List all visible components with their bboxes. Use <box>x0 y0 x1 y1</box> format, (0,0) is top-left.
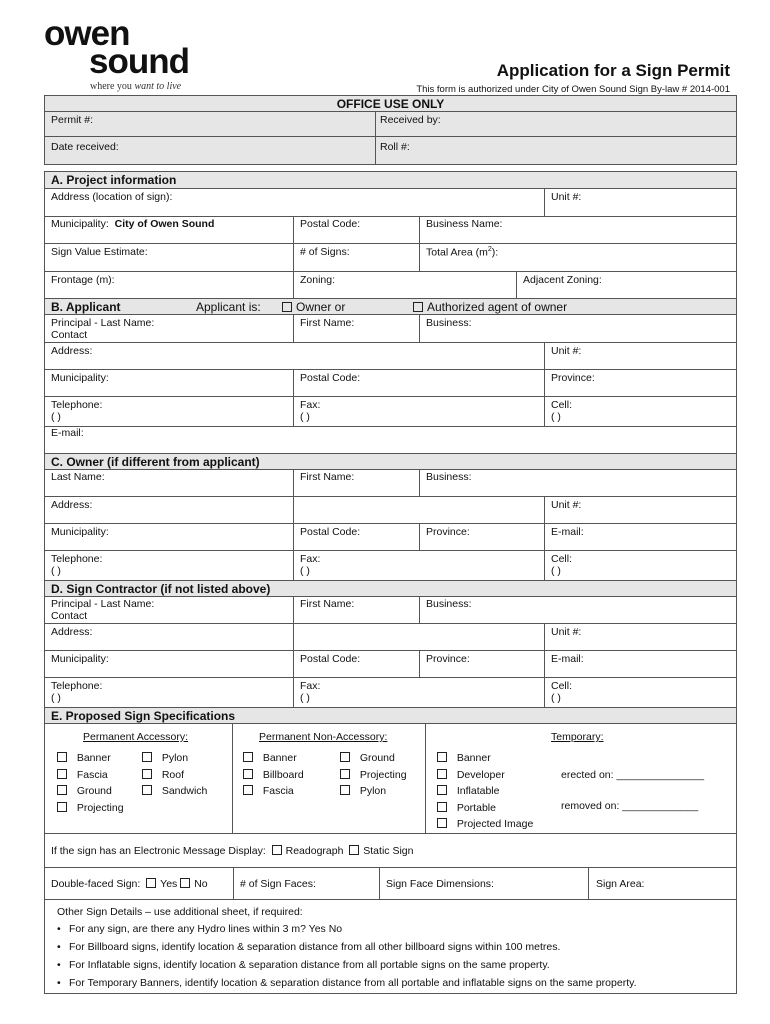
acc-ground-checkbox[interactable] <box>57 785 124 802</box>
applicant-municipality-field[interactable]: Municipality: <box>51 372 109 384</box>
tagline-a: where you <box>90 81 132 92</box>
owner-first-name-field[interactable]: First Name: <box>300 471 355 483</box>
contractor-province-field[interactable]: Province: <box>426 653 470 665</box>
temp-banner-checkbox[interactable] <box>437 752 533 769</box>
owner-province-field[interactable]: Province: <box>426 526 470 538</box>
agent-checkbox[interactable] <box>413 300 567 314</box>
cell-paren: ( ) <box>551 411 561 423</box>
logo-sound: sound <box>89 42 189 81</box>
zoning-field[interactable]: Zoning: <box>300 274 336 286</box>
total-area-field[interactable] <box>426 246 498 259</box>
acc-sandwich-checkbox[interactable] <box>142 785 207 802</box>
owner-business-field[interactable]: Business: <box>426 471 472 483</box>
contractor-unit-field[interactable]: Unit #: <box>551 626 582 638</box>
acc-projecting-label: Projecting <box>76 801 124 814</box>
owner-municipality-field[interactable]: Municipality: <box>51 526 109 538</box>
fax-label: Fax: <box>300 553 321 565</box>
readograph-checkbox[interactable] <box>272 845 282 855</box>
roll-label: Roll #: <box>380 141 410 153</box>
adjacent-zoning-field[interactable]: Adjacent Zoning: <box>523 274 602 286</box>
principal-label: Principal - Last Name: <box>51 317 155 329</box>
acc-banner-label: Banner <box>76 752 111 764</box>
municipality-value: City of Owen Sound <box>114 218 215 230</box>
erected-on-field[interactable]: erected on: _______________ <box>561 769 705 781</box>
telephone-label: Telephone: <box>51 399 103 411</box>
received-by-label: Received by: <box>380 114 441 126</box>
agent-label: Authorized agent of owner <box>427 300 568 314</box>
applicant-fax-field[interactable] <box>300 399 320 423</box>
emd-row <box>51 845 413 857</box>
contact-label: Contact <box>51 329 88 341</box>
no-label: No <box>194 878 208 890</box>
owner-last-name-field[interactable]: Last Name: <box>51 471 105 483</box>
owner-checkbox-box[interactable] <box>282 302 292 312</box>
num-faces-field[interactable]: # of Sign Faces: <box>240 878 316 890</box>
perm-nonaccessory-heading: Permanent Non-Accessory: <box>259 731 388 743</box>
applicant-principal-field[interactable] <box>51 317 154 341</box>
acc-roof-checkbox[interactable] <box>142 769 207 786</box>
cell-label: Cell: <box>551 399 573 411</box>
fax-paren: ( ) <box>300 565 310 577</box>
acc-fascia-label: Fascia <box>76 768 108 781</box>
acc-roof-label: Roof <box>161 768 185 781</box>
cell-paren: ( ) <box>551 692 561 704</box>
num-signs-field[interactable]: # of Signs: <box>300 246 350 258</box>
contractor-fax-field[interactable] <box>300 680 320 704</box>
acc-pylon-checkbox[interactable] <box>142 752 207 769</box>
principal-label: Principal - Last Name: <box>51 598 155 610</box>
removed-on-field[interactable]: removed on: _____________ <box>561 800 699 812</box>
logo-tagline <box>90 81 181 92</box>
tagline-b: want to live <box>134 81 182 92</box>
permit-label: Permit #: <box>51 114 94 126</box>
contractor-municipality-field[interactable]: Municipality: <box>51 653 109 665</box>
telephone-paren: ( ) <box>51 692 61 704</box>
non-ground-checkbox[interactable] <box>340 752 407 769</box>
accessory-col1 <box>57 752 124 818</box>
owner-unit-field[interactable]: Unit #: <box>551 499 582 511</box>
business-name-field[interactable]: Business Name: <box>426 218 503 230</box>
total-area-end: ): <box>491 246 499 259</box>
office-heading: OFFICE USE ONLY <box>336 97 445 111</box>
temp-inflatable-label: Inflatable <box>456 785 500 797</box>
acc-projecting-checkbox[interactable] <box>57 802 124 819</box>
acc-ground-label: Ground <box>76 785 112 797</box>
telephone-label: Telephone: <box>51 680 103 692</box>
applicant-postal-field[interactable]: Postal Code: <box>300 372 361 384</box>
temp-developer-checkbox[interactable] <box>437 769 533 786</box>
temp-projected-image-label: Projected Image <box>456 818 534 830</box>
section-c-title: C. Owner (if different from applicant) <box>51 455 260 469</box>
double-faced-yes-checkbox[interactable] <box>146 878 156 888</box>
owner-email-field[interactable]: E-mail: <box>551 526 584 538</box>
emd-label: If the sign has an Electronic Message Display: <box>51 845 266 857</box>
main-form <box>44 171 737 994</box>
total-area-sup: 2 <box>487 246 492 253</box>
contractor-business-field[interactable]: Business: <box>426 598 472 610</box>
section-a-title: A. Project information <box>51 173 177 187</box>
yes-label: Yes <box>160 878 178 890</box>
acc-fascia-checkbox[interactable] <box>57 769 124 786</box>
static-sign-label: Static Sign <box>363 845 414 857</box>
owner-label: Owner or <box>296 300 346 314</box>
frontage-field[interactable]: Frontage (m): <box>51 274 115 286</box>
applicant-is-label: Applicant is: <box>196 300 261 314</box>
contractor-principal-field[interactable] <box>51 598 154 622</box>
cell-label: Cell: <box>551 553 573 565</box>
note-temporary-banners: • For Temporary Banners, identify location & separation distance from all portable and inflatable signs on the same property. <box>55 977 735 995</box>
temp-portable-label: Portable <box>456 801 496 814</box>
contractor-postal-field[interactable]: Postal Code: <box>300 653 361 665</box>
note-inflatable: • For Inflatable signs, identify location & separation distance from all portable signs on the same property. <box>55 959 735 977</box>
acc-banner-checkbox[interactable] <box>57 752 124 769</box>
temporary-heading: Temporary: <box>551 731 604 743</box>
project-unit-field[interactable]: Unit #: <box>551 191 582 203</box>
telephone-paren: ( ) <box>51 411 61 423</box>
applicant-unit-field[interactable]: Unit #: <box>551 345 582 357</box>
contact-label: Contact <box>51 610 88 622</box>
project-address-field[interactable]: Address (location of sign): <box>51 191 173 203</box>
project-municipality-field[interactable] <box>51 218 214 230</box>
nonaccessory-col1 <box>243 752 304 802</box>
page-title: Application for a Sign Permit <box>496 61 730 80</box>
applicant-province-field[interactable]: Province: <box>551 372 595 384</box>
applicant-address-field[interactable]: Address: <box>51 345 93 357</box>
owner-telephone-field[interactable] <box>51 553 102 577</box>
telephone-label: Telephone: <box>51 553 103 565</box>
authority-line: This form is authorized under City of Owen Sound Sign By-law # 2014-001 <box>416 84 730 95</box>
other-details-heading: Other Sign Details – use additional sheet, if required: <box>57 906 303 918</box>
cell-paren: ( ) <box>551 565 561 577</box>
contractor-email-field[interactable]: E-mail: <box>551 653 584 665</box>
section-d-title: D. Sign Contractor (if not listed above) <box>51 582 271 596</box>
nonaccessory-col2 <box>340 752 407 802</box>
temp-banner-label: Banner <box>456 752 491 764</box>
contractor-address-field[interactable]: Address: <box>51 626 93 638</box>
static-sign-checkbox[interactable] <box>349 845 359 855</box>
sign-area-field[interactable]: Sign Area: <box>596 878 645 890</box>
applicant-email-field[interactable]: E-mail: <box>51 427 84 439</box>
owner-fax-field[interactable] <box>300 553 320 577</box>
municipality-label: Municipality: <box>51 218 109 230</box>
fax-paren: ( ) <box>300 411 310 423</box>
note-hydro: • For any sign, are there any Hydro lines within 3 m? Yes No <box>55 923 735 941</box>
agent-checkbox-box[interactable] <box>413 302 423 312</box>
non-ground-label: Ground <box>359 752 395 764</box>
notes-list <box>55 923 735 995</box>
temp-inflatable-checkbox[interactable] <box>437 785 533 802</box>
acc-pylon-label: Pylon <box>161 752 189 764</box>
office-use-box <box>44 95 737 165</box>
readograph-label: Readograph <box>285 845 344 857</box>
section-b-title: B. Applicant <box>51 300 121 314</box>
fax-label: Fax: <box>300 399 321 411</box>
non-projecting-label: Projecting <box>359 768 407 781</box>
temporary-col <box>437 752 533 835</box>
owner-checkbox[interactable] <box>282 300 345 314</box>
double-faced-label: Double-faced Sign: <box>51 878 141 890</box>
telephone-paren: ( ) <box>51 565 61 577</box>
contractor-telephone-field[interactable] <box>51 680 102 704</box>
applicant-first-name-field[interactable]: First Name: <box>300 317 355 329</box>
non-billboard-label: Billboard <box>262 768 304 781</box>
non-fascia-label: Fascia <box>262 785 294 797</box>
fax-label: Fax: <box>300 680 321 692</box>
double-faced-no-checkbox[interactable] <box>180 878 190 888</box>
project-postal-field[interactable]: Postal Code: <box>300 218 361 230</box>
double-faced-row <box>51 878 208 890</box>
contractor-first-name-field[interactable]: First Name: <box>300 598 355 610</box>
non-pylon-label: Pylon <box>359 785 387 797</box>
section-e-title: E. Proposed Sign Specifications <box>51 709 236 723</box>
owner-postal-field[interactable]: Postal Code: <box>300 526 361 538</box>
face-dimensions-field[interactable]: Sign Face Dimensions: <box>386 878 494 890</box>
perm-accessory-heading: Permanent Accessory: <box>83 731 189 743</box>
non-billboard-checkbox[interactable] <box>243 769 304 786</box>
temp-developer-label: Developer <box>456 768 505 781</box>
accessory-col2 <box>142 752 207 802</box>
non-fascia-checkbox[interactable] <box>243 785 304 802</box>
applicant-telephone-field[interactable] <box>51 399 102 423</box>
logo-owen: owen <box>44 14 130 53</box>
cell-label: Cell: <box>551 680 573 692</box>
owner-cell-field[interactable] <box>551 553 572 577</box>
contractor-cell-field[interactable] <box>551 680 572 704</box>
applicant-business-field[interactable]: Business: <box>426 317 472 329</box>
acc-sandwich-label: Sandwich <box>161 785 208 797</box>
non-banner-checkbox[interactable] <box>243 752 304 769</box>
owner-address-field[interactable]: Address: <box>51 499 93 511</box>
non-projecting-checkbox[interactable] <box>340 769 407 786</box>
temp-portable-checkbox[interactable] <box>437 802 533 819</box>
sign-value-field[interactable]: Sign Value Estimate: <box>51 246 148 258</box>
date-received-label: Date received: <box>51 141 119 153</box>
non-banner-label: Banner <box>262 752 297 764</box>
note-billboard: • For Billboard signs, identify location & separation distance from all other billboard signs within 100 metres. <box>55 941 735 959</box>
fax-paren: ( ) <box>300 692 310 704</box>
applicant-cell-field[interactable] <box>551 399 572 423</box>
total-area-label: Total Area (m <box>426 246 488 259</box>
non-pylon-checkbox[interactable] <box>340 785 407 802</box>
